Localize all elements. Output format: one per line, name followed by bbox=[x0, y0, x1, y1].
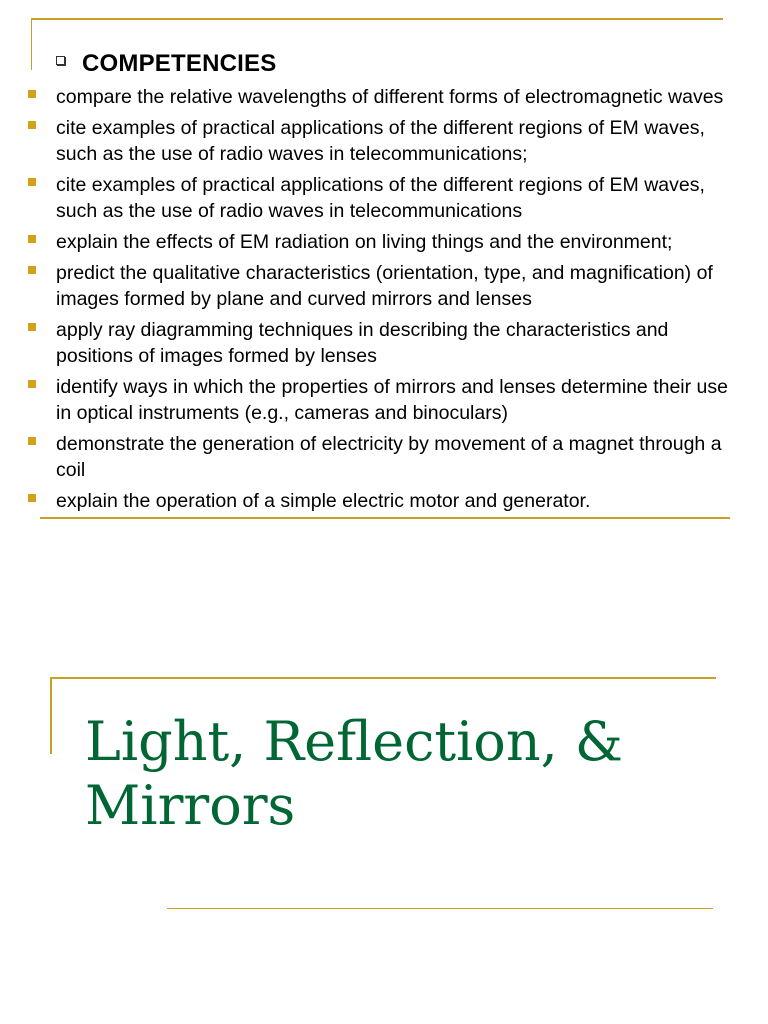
top-divider-line bbox=[31, 18, 723, 20]
square-bullet-icon bbox=[28, 380, 36, 388]
list-item-text: cite examples of practical applications of the different regions of EM waves, such as the use of radio waves in telecommunications bbox=[56, 174, 705, 222]
list-item bbox=[28, 260, 748, 312]
title-left-accent-line bbox=[50, 677, 52, 754]
list-item bbox=[28, 172, 748, 224]
slide-title: Light, Reflection, & Mirrors bbox=[85, 710, 623, 837]
square-bullet-icon bbox=[28, 121, 36, 129]
list-item bbox=[28, 84, 748, 110]
hollow-square-bullet-icon bbox=[56, 56, 65, 65]
square-bullet-icon bbox=[28, 494, 36, 502]
list-item-text: explain the effects of EM radiation on living things and the environment; bbox=[56, 231, 673, 253]
list-item-text: apply ray diagramming techniques in describing the characteristics and positions of images formed by lenses bbox=[56, 319, 669, 367]
square-bullet-icon bbox=[28, 90, 36, 98]
list-item-text: explain the operation of a simple electric motor and generator. bbox=[56, 490, 591, 512]
list-item bbox=[28, 317, 748, 369]
competencies-list bbox=[28, 84, 748, 519]
list-item bbox=[28, 229, 748, 255]
list-item bbox=[28, 488, 748, 514]
square-bullet-icon bbox=[28, 178, 36, 186]
square-bullet-icon bbox=[28, 266, 36, 274]
competencies-heading: COMPETENCIES bbox=[82, 50, 277, 77]
list-item-text: identify ways in which the properties of mirrors and lenses determine their use in optical instruments (e.g., cameras and binoculars) bbox=[56, 376, 728, 424]
list-item bbox=[28, 431, 748, 483]
list-item bbox=[28, 115, 748, 167]
list-item-text: cite examples of practical applications of the different regions of EM waves, such as the use of radio waves in telecommunications; bbox=[56, 117, 705, 165]
left-accent-line bbox=[31, 18, 32, 70]
title-bottom-divider-line bbox=[167, 908, 713, 909]
list-item-text: compare the relative wavelengths of different forms of electromagnetic waves bbox=[56, 86, 724, 108]
list-item bbox=[28, 374, 748, 426]
bottom-divider-line bbox=[40, 517, 730, 519]
competencies-heading-row bbox=[56, 50, 276, 78]
title-top-divider-line bbox=[50, 677, 716, 679]
square-bullet-icon bbox=[28, 323, 36, 331]
square-bullet-icon bbox=[28, 437, 36, 445]
list-item-text: demonstrate the generation of electricity by movement of a magnet through a coil bbox=[56, 433, 722, 481]
list-item-text: predict the qualitative characteristics (orientation, type, and magnification) of images formed by plane and curved mirrors and lenses bbox=[56, 262, 713, 310]
square-bullet-icon bbox=[28, 235, 36, 243]
